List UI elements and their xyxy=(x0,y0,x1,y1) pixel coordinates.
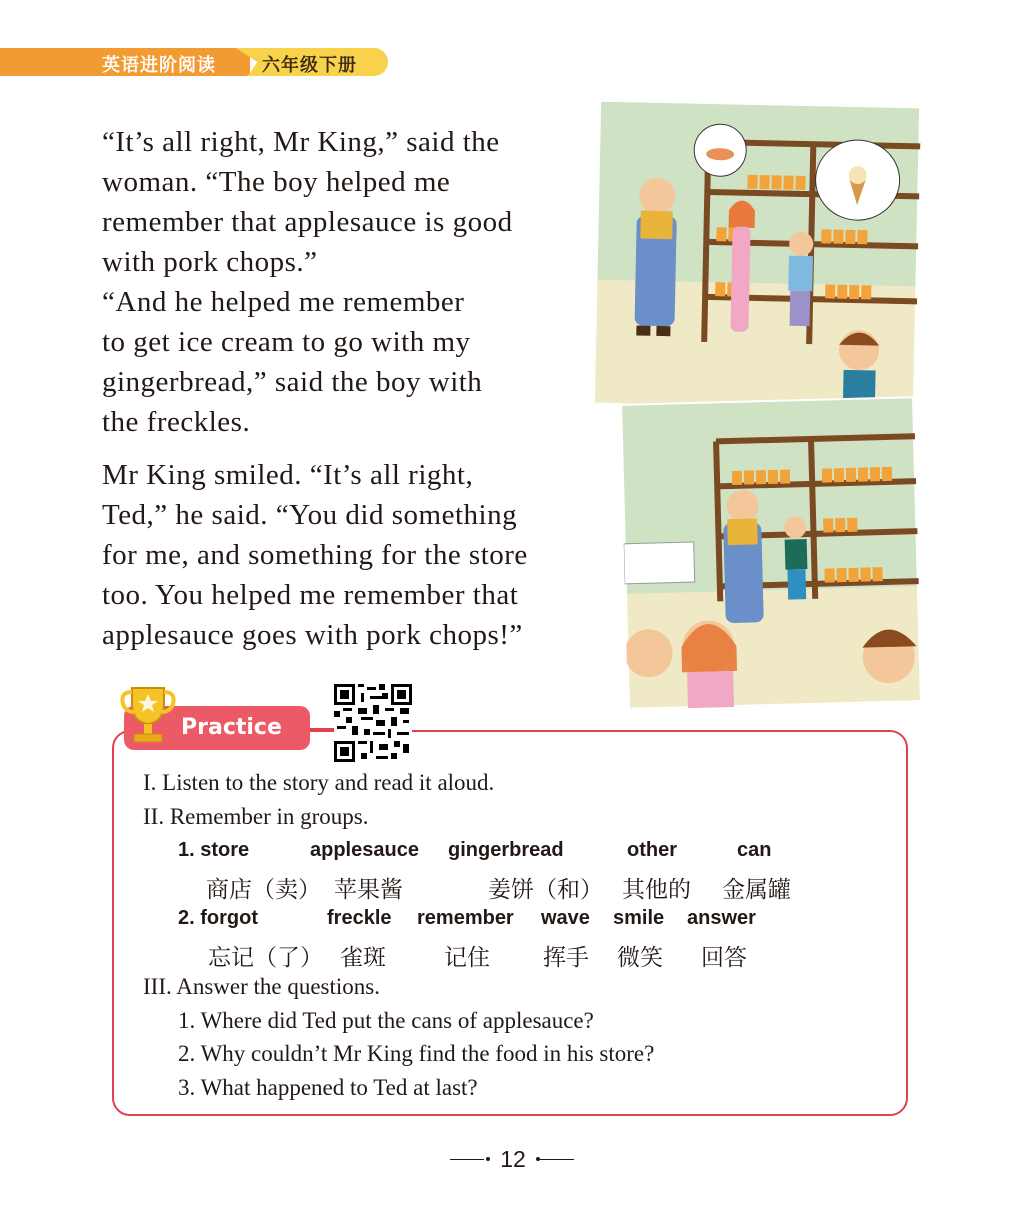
vocab-word: remember xyxy=(417,907,514,929)
vocab-word: smile xyxy=(613,907,665,929)
story-text xyxy=(102,122,576,655)
story-line: to get ice cream to go with my xyxy=(102,326,471,358)
illustration-store-crowd xyxy=(620,396,922,710)
story-line: with pork chops.” xyxy=(102,246,318,278)
question-item: 2. Why couldn’t Mr King find the food in his store? xyxy=(178,1041,655,1066)
vocab-meaning: 挥手 xyxy=(543,945,589,971)
vocab-meaning: 商店（卖） xyxy=(206,877,321,903)
page-number-rule xyxy=(450,1159,484,1160)
vocab-word: 1. store xyxy=(178,839,250,861)
vocab-meaning: 雀斑 xyxy=(340,945,386,971)
vocab-meaning: 微笑 xyxy=(617,945,663,971)
story-line: “And he helped me remember xyxy=(102,286,465,318)
vocab-word: applesauce xyxy=(310,839,419,861)
story-line: gingerbread,” said the boy with xyxy=(102,366,483,398)
series-title: 英语进阶阅读 xyxy=(102,55,216,76)
practice-section-1: I. Listen to the story and read it aloud. xyxy=(143,770,495,795)
question-item: 1. Where did Ted put the cans of applesauce? xyxy=(178,1008,594,1033)
practice-section-3: III. Answer the questions. xyxy=(143,974,380,999)
page-number-value: 12 xyxy=(500,1146,526,1172)
practice-title: Practice xyxy=(181,715,282,740)
story-line: “It’s all right, Mr King,” said the xyxy=(102,126,500,158)
vocab-word: 2. forgot xyxy=(178,907,258,929)
page-number-rule xyxy=(540,1159,574,1160)
illustration-store-shelves xyxy=(593,100,921,412)
vocab-meaning: 苹果酱 xyxy=(334,877,403,903)
vocab-word: answer xyxy=(687,907,756,929)
story-line: Mr King smiled. “It’s all right, xyxy=(102,459,474,491)
story-line: applesauce goes with pork chops!” xyxy=(102,619,523,651)
vocab-word: can xyxy=(737,839,772,861)
vocab-meaning: 回答 xyxy=(701,945,747,971)
question-item: 3. What happened to Ted at last? xyxy=(178,1075,478,1100)
vocab-meaning: 忘记（了） xyxy=(208,945,323,971)
story-line: too. You helped me remember that xyxy=(102,579,519,611)
vocab-meaning: 姜饼（和） xyxy=(488,877,603,903)
vocab-word: gingerbread xyxy=(448,839,564,861)
vocab-meaning: 其他的 xyxy=(622,877,691,903)
story-line: the freckles. xyxy=(102,406,251,438)
grade-label: 六年级下册 xyxy=(262,55,357,76)
header-banner xyxy=(0,48,390,76)
page-number xyxy=(450,1146,574,1174)
vocab-meaning: 金属罐 xyxy=(722,877,791,903)
story-line: woman. “The boy helped me xyxy=(102,166,451,198)
story-line: Ted,” he said. “You did something xyxy=(102,499,518,531)
qr-code-icon[interactable] xyxy=(334,684,412,762)
story-line: for me, and something for the store xyxy=(102,539,528,571)
practice-connector xyxy=(310,728,334,730)
vocab-word: wave xyxy=(541,907,590,929)
vocab-meaning: 记住 xyxy=(444,945,490,971)
page-number-dot xyxy=(486,1157,490,1161)
vocab-word: freckle xyxy=(327,907,392,929)
trophy-icon xyxy=(120,682,176,748)
story-line: remember that applesauce is good xyxy=(102,206,513,238)
practice-section-2: II. Remember in groups. xyxy=(143,804,369,829)
vocab-word: other xyxy=(627,839,677,861)
